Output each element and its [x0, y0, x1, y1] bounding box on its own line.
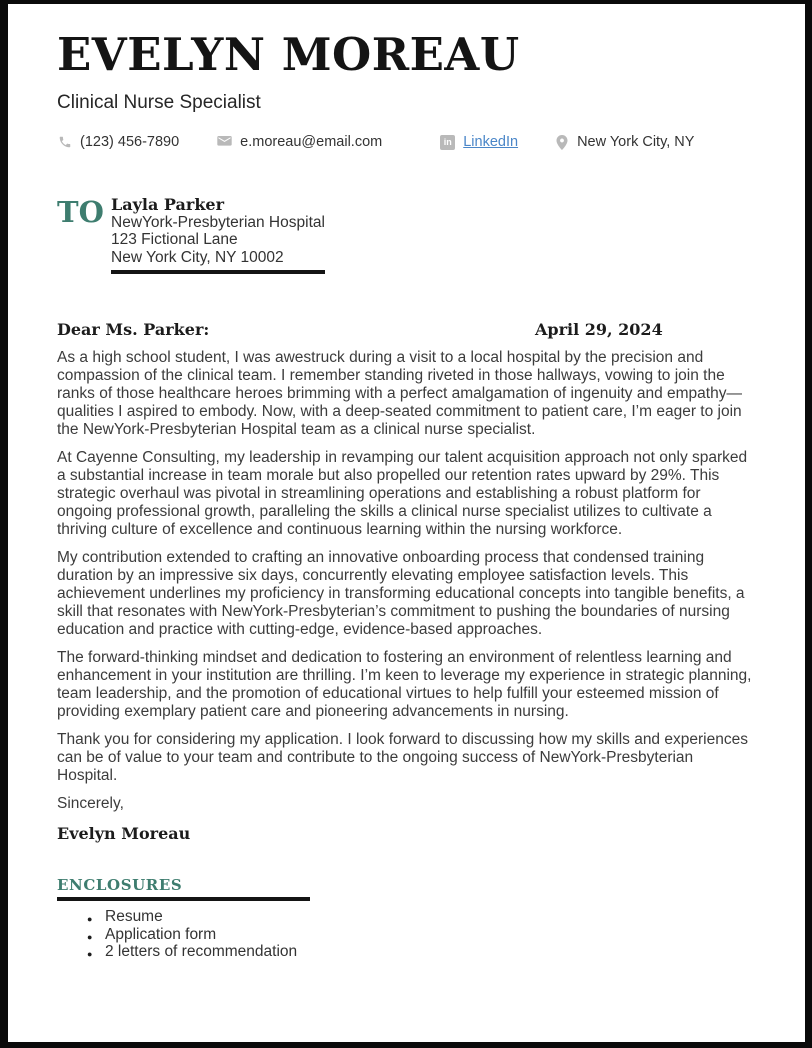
- paragraph-1: As a high school student, I was awestruck during a visit to a local hospital by the precision and compassion of the clinical team. I remember standing riveted in those hallways, vowing to join the ranks of those healthcare heroes brimming with a perfect amalgamation of ingenuity and empathy—qualities I aspired to embody. Now, with a deep-seated commitment to patient care, I’m eager to join the NewYork-Presbyterian Hospital team as a clinical nurse specialist.: [57, 349, 742, 438]
- letter-body: [57, 349, 756, 785]
- letter-date: April 29, 2024: [535, 320, 663, 339]
- recipient-address: [111, 196, 325, 274]
- contact-linkedin: [440, 134, 518, 150]
- signature-name: Evelyn Moreau: [57, 824, 191, 843]
- phone-icon: [57, 135, 72, 150]
- paragraph-3: My contribution extended to crafting an innovative onboarding process that condensed training duration by an impressive six days, concurrently elevating employee satisfaction levels. This achievement underlines my proficiency in transforming educational concepts into tangible benefits, a skill that resonates with NewYork-Presbyterian’s commitment to pushing the boundaries of nursing education and practice with cutting-edge, evidence-based approaches.: [57, 549, 745, 638]
- envelope-icon: [217, 135, 232, 150]
- recipient-city: New York City, NY 10002: [111, 248, 284, 266]
- recipient-street: 123 Fictional Lane: [111, 231, 238, 248]
- email-address: e.moreau@email.com: [240, 134, 383, 150]
- enclosure-item: ● Application form: [57, 926, 756, 944]
- contact-row: [57, 132, 756, 152]
- closing-phrase: Sincerely,: [57, 795, 124, 812]
- applicant-name: EVELYN MOREAU: [57, 28, 520, 81]
- address-divider: [111, 270, 325, 274]
- applicant-job-title: Clinical Nurse Specialist: [57, 92, 261, 113]
- paragraph-2: At Cayenne Consulting, my leadership in revamping our talent acquisition approach not only sparked a substantial increase in team morale but also propelled our retention rates upward by 29%. This strategic overhaul was pivotal in streamlining operations and establishing a robust platform for ongoing professional growth, paralleling the skills a clinical nurse specialist utilizes to cultivate a thriving culture of excellence and continuous learning within the nursing workforce.: [57, 449, 748, 538]
- salutation-row: [57, 320, 756, 339]
- to-label: TO: [57, 195, 104, 229]
- enclosure-item: ● Resume: [57, 908, 756, 926]
- location-text: New York City, NY: [577, 134, 695, 150]
- linkedin-icon: in: [440, 135, 455, 150]
- enclosures-section: [57, 876, 756, 961]
- paragraph-4: The forward-thinking mindset and dedication to fostering an environment of relentless learning and enhancement in your institution are thrilling. I’m keen to leverage my experience in strategic planning, team leadership, and the promotion of educational virtues to help fulfill your esteemed mission of providing exemplary patient care and pioneering advancements in nursing.: [57, 649, 752, 720]
- phone-number: (123) 456-7890: [80, 134, 180, 150]
- linkedin-link[interactable]: LinkedIn: [463, 134, 519, 150]
- enclosure-item: ● 2 letters of recommendation: [57, 943, 756, 961]
- paragraph-5: Thank you for considering my application. I look forward to discussing how my skills and experiences can be of value to your team and contribute to the ongoing success of NewYork-Presbyterian Hospital.: [57, 731, 748, 784]
- recipient-section: [57, 196, 756, 274]
- salutation: Dear Ms. Parker:: [57, 320, 210, 339]
- contact-location: [554, 134, 694, 150]
- contact-phone: [57, 134, 179, 150]
- recipient-organization: NewYork-Presbyterian Hospital: [111, 213, 325, 231]
- enclosure-list: [57, 908, 756, 961]
- contact-email: [217, 134, 382, 150]
- enclosures-heading: ENCLOSURES: [57, 876, 183, 894]
- enclosures-divider: [57, 897, 310, 901]
- location-pin-icon: [554, 135, 569, 150]
- recipient-name: Layla Parker: [111, 195, 225, 214]
